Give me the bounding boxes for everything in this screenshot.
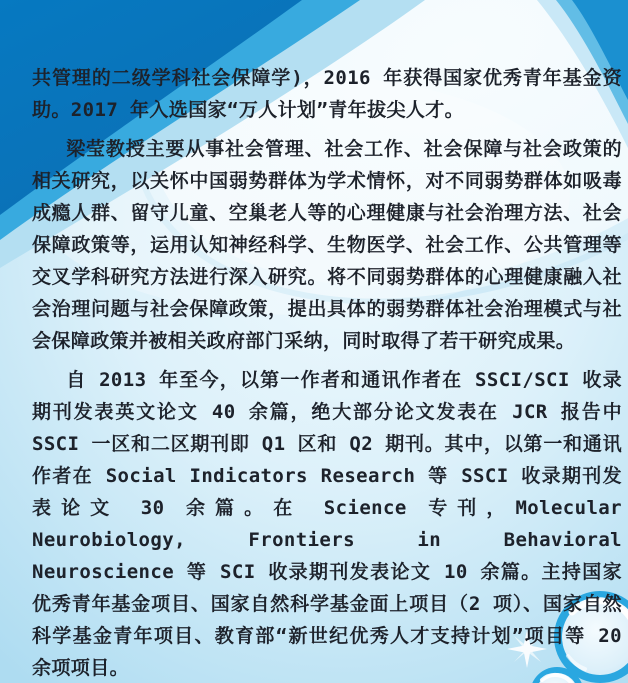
bio-text-block (32, 62, 622, 683)
bio-paragraph-1: 共管理的二级学科社会保障学)，2016 年获得国家优秀青年基金资助。2017 年入选国家“万人计划”青年拔尖人才。 (32, 67, 622, 121)
bio-paragraph-2: 梁莹教授主要从事社会管理、社会工作、社会保障与社会政策的相关研究，以关怀中国弱势群体为学术情怀，对不同弱势群体如吸毒成瘾人群、留守儿童、空巢老人等的心理健康与社会治理方法、社会保障政策等，运用认知神经科学、生物医学、社会工作、公共管理等交叉学科研究方法进行深入研究。将不同弱势群体的心理健康融入社会治理问题与社会保障政策，提出具体的弱势群体社会治理模式与社会保障政策并被相关政府部门采纳，同时取得了若干研究成果。 (32, 138, 622, 352)
bio-paragraph-3: 自 2013 年至今，以第一作者和通讯作者在 SSCI/SCI 收录期刊发表英文论文 40 余篇，绝大部分论文发表在 JCR 报告中 SSCI 一区和二区期刊即 Q1 区和 Q2 期刊。其中，以第一和通讯作者在 Social Indicators Research 等 SSCI 收录期刊发表论文 30 余篇。在 Science 专刊，Molecular Neurobiology, Frontiers in Behavioral Neuroscience 等 SCI 收录期刊发表论文 10 余篇。主持国家优秀青年基金项目、国家自然科学基金面上项目（2 项）、国家自然科学基金青年项目、教育部“新世纪优秀人才支持计划”项目等 20 余项项目。 (32, 369, 622, 679)
